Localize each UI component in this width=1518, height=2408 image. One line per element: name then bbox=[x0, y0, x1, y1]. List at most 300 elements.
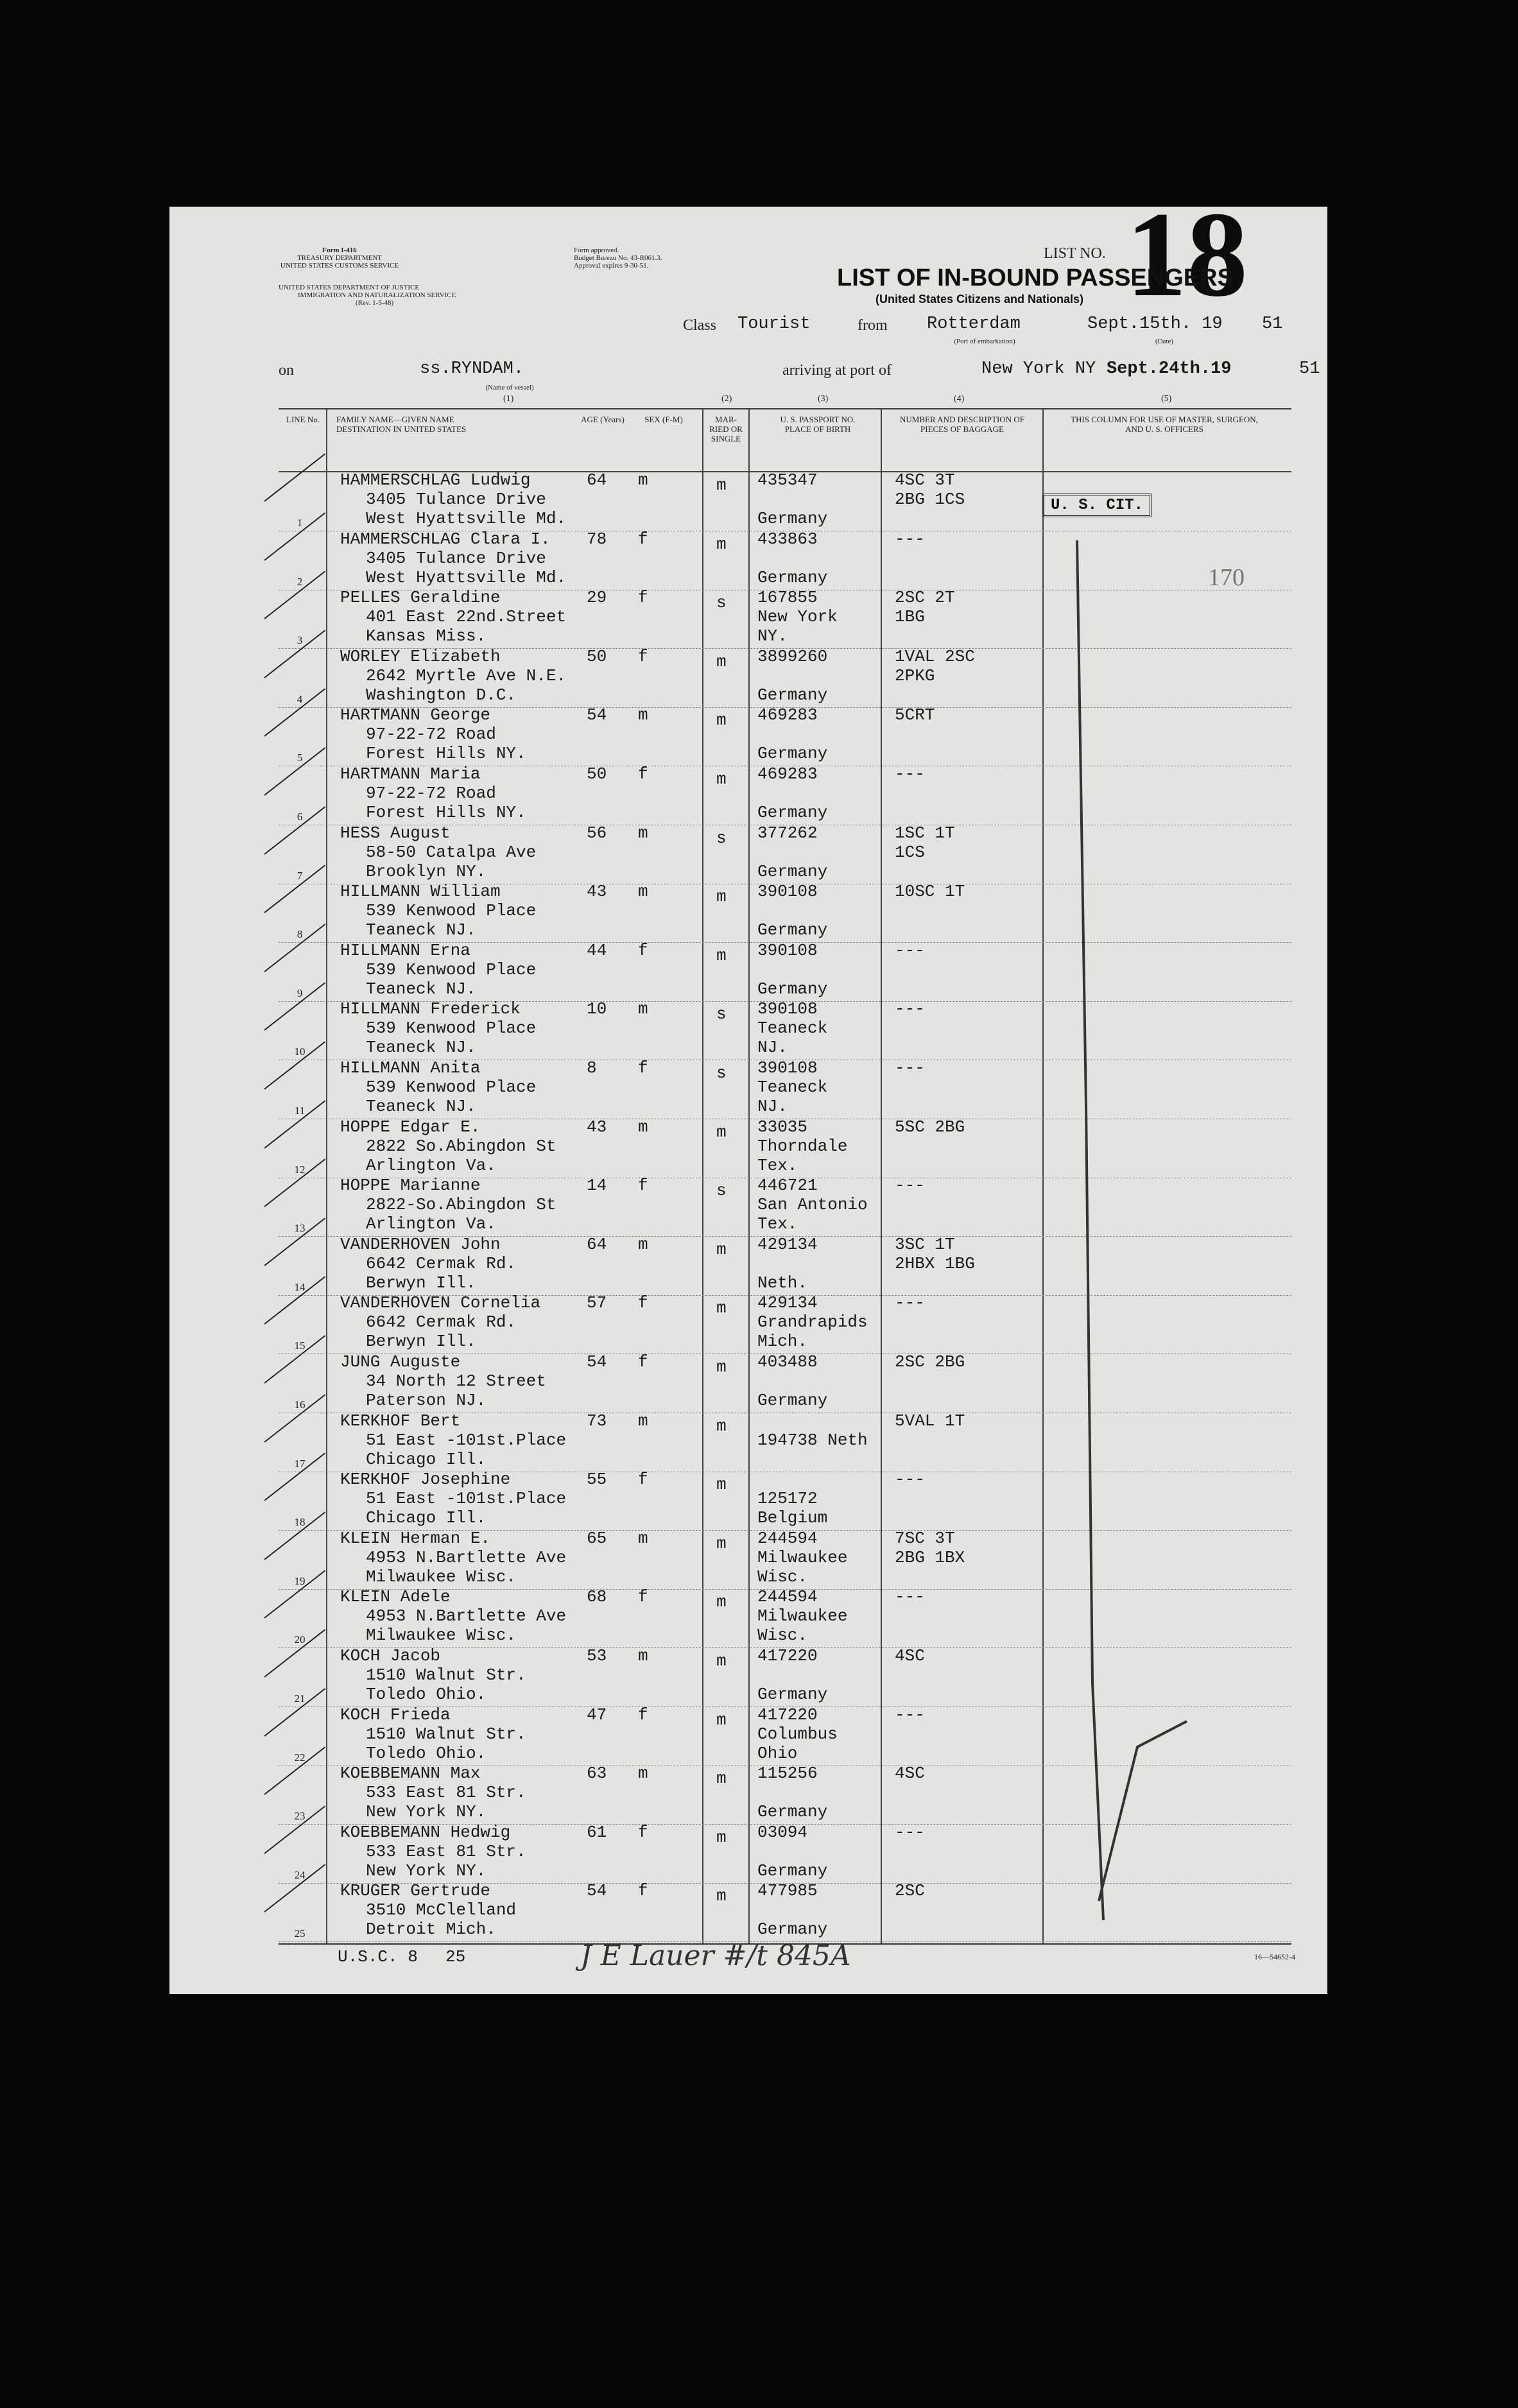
class-value: Tourist bbox=[737, 314, 811, 334]
passenger-age: 44 bbox=[587, 940, 607, 960]
footer-usc: U.S.C. 8 bbox=[338, 1947, 418, 1966]
line-number: 8 bbox=[297, 928, 303, 941]
arriving-label: arriving at port of bbox=[782, 362, 892, 379]
birthplace-line-1: Teaneck bbox=[757, 1019, 828, 1038]
birthplace-line-2: Germany bbox=[757, 685, 828, 705]
address-line-1: 51 East -101st.Place bbox=[366, 1430, 567, 1450]
manifest-subtitle: (United States Citizens and Nationals) bbox=[875, 293, 1084, 305]
table-row bbox=[279, 1648, 1291, 1707]
address-line-1: 4953 N.Bartlette Ave bbox=[366, 1547, 567, 1567]
birthplace-line-1: Columbus bbox=[757, 1724, 838, 1744]
address-line-2: Arlington Va. bbox=[366, 1155, 496, 1175]
passenger-name: VANDERHOVEN John bbox=[340, 1234, 501, 1254]
passport-number: 244594 bbox=[757, 1587, 818, 1607]
line-number: 7 bbox=[297, 869, 303, 882]
passenger-age: 57 bbox=[587, 1293, 607, 1313]
baggage-line-1: 2SC 2T bbox=[895, 588, 955, 608]
baggage-line-1: --- bbox=[895, 1587, 925, 1607]
footer-count: 25 bbox=[445, 1947, 466, 1966]
passport-number: 429134 bbox=[757, 1234, 818, 1254]
depart-year: 51 bbox=[1262, 314, 1283, 334]
table-row bbox=[279, 1883, 1291, 1942]
table-row bbox=[279, 1589, 1291, 1648]
birthplace-line-2: Germany bbox=[757, 1920, 828, 1939]
dept-customs: UNITED STATES CUSTOMS SERVICE bbox=[280, 262, 399, 270]
line-number: 10 bbox=[294, 1045, 306, 1058]
passenger-name: KERKHOF Bert bbox=[340, 1411, 461, 1431]
passenger-age: 53 bbox=[587, 1646, 607, 1665]
dept-immigration: IMMIGRATION AND NATURALIZATION SERVICE bbox=[298, 291, 456, 299]
line-number: 20 bbox=[294, 1633, 306, 1646]
birthplace-line-2: NJ. bbox=[757, 1097, 788, 1116]
port-note: (Port of embarkation) bbox=[954, 338, 1015, 345]
approval-line-2: Budget Bureau No. 43-R061.3. bbox=[574, 254, 662, 262]
line-number: 22 bbox=[294, 1751, 306, 1764]
passport-number: 390108 bbox=[757, 882, 818, 902]
address-line-2: Toledo Ohio. bbox=[366, 1743, 487, 1763]
table-row bbox=[279, 1472, 1291, 1531]
birthplace-line-1: Milwaukee bbox=[757, 1547, 848, 1567]
table-row bbox=[279, 646, 1291, 708]
passenger-sex: f bbox=[638, 646, 648, 666]
table-row bbox=[279, 590, 1291, 649]
col-num-5: (5) bbox=[1161, 394, 1172, 404]
passport-number: 403488 bbox=[757, 1352, 818, 1372]
passenger-age: 50 bbox=[587, 764, 607, 784]
baggage-line-2: 1BG bbox=[895, 607, 925, 627]
from-label: from bbox=[858, 317, 888, 334]
depart-date: Sept.15th. 19 bbox=[1087, 314, 1223, 334]
birthplace-line-1: Milwaukee bbox=[757, 1606, 848, 1626]
col-header-baggage: NUMBER AND DESCRIPTION OF PIECES OF BAGGAGE bbox=[900, 415, 1024, 434]
passenger-age: 78 bbox=[587, 529, 607, 549]
marital-status: s bbox=[716, 1063, 727, 1083]
passenger-name: KERKHOF Josephine bbox=[340, 1470, 511, 1490]
table-row bbox=[279, 707, 1291, 766]
address-line-2: Teaneck NJ. bbox=[366, 920, 476, 940]
passport-number: 417220 bbox=[757, 1705, 818, 1724]
passport-number: 33035 bbox=[757, 1117, 808, 1137]
passenger-name: KLEIN Adele bbox=[340, 1587, 451, 1607]
baggage-line-1: 4SC 3T bbox=[895, 470, 955, 490]
passenger-age: 54 bbox=[587, 1881, 607, 1901]
address-line-1: 58-50 Catalpa Ave bbox=[366, 842, 537, 862]
baggage-line-1: --- bbox=[895, 1470, 925, 1490]
birthplace-line-1: Teaneck bbox=[757, 1078, 828, 1097]
marital-status: m bbox=[716, 1592, 727, 1612]
passenger-sex: f bbox=[638, 1705, 648, 1724]
baggage-line-1: 5SC 2BG bbox=[895, 1117, 965, 1137]
passenger-name: WORLEY Elizabeth bbox=[340, 646, 501, 666]
passenger-sex: f bbox=[638, 1587, 648, 1607]
col-header-sex: SEX (F-M) bbox=[644, 415, 683, 424]
passport-number: 446721 bbox=[757, 1176, 818, 1196]
passenger-age: 61 bbox=[587, 1822, 607, 1842]
passenger-sex: m bbox=[638, 705, 648, 725]
line-number: 9 bbox=[297, 986, 303, 999]
passenger-sex: m bbox=[638, 1764, 648, 1784]
marital-status: m bbox=[716, 1651, 727, 1671]
passenger-sex: f bbox=[638, 940, 648, 960]
marital-status: m bbox=[716, 1886, 727, 1906]
marital-status: m bbox=[716, 1298, 727, 1318]
baggage-line-1: --- bbox=[895, 1176, 925, 1196]
passenger-age: 56 bbox=[587, 823, 607, 843]
table-row bbox=[279, 766, 1291, 825]
passport-number: 469283 bbox=[757, 705, 818, 725]
birthplace-line-2: Germany bbox=[757, 920, 828, 940]
col-header-line: LINE No. bbox=[286, 415, 320, 424]
marital-status: m bbox=[716, 1769, 727, 1789]
address-line-1: 3510 McClelland bbox=[366, 1900, 517, 1920]
baggage-line-1: 7SC 3T bbox=[895, 1528, 955, 1548]
us-citizen-stamp: U. S. CIT. bbox=[1042, 494, 1151, 517]
passenger-sex: f bbox=[638, 588, 648, 608]
address-line-2: Chicago Ill. bbox=[366, 1508, 487, 1528]
passenger-name: JUNG Auguste bbox=[340, 1352, 461, 1372]
address-line-2: New York NY. bbox=[366, 1802, 487, 1822]
baggage-line-1: --- bbox=[895, 1293, 925, 1313]
birthplace-line-2: Germany bbox=[757, 1802, 828, 1822]
passport-number: 03094 bbox=[757, 1822, 808, 1842]
marital-status: s bbox=[716, 828, 727, 848]
passenger-sex: f bbox=[638, 1352, 648, 1372]
marital-status: m bbox=[716, 770, 727, 789]
line-number: 4 bbox=[297, 692, 303, 705]
address-line-2: Milwaukee Wisc. bbox=[366, 1567, 517, 1587]
passport-number: 390108 bbox=[757, 1058, 818, 1078]
birthplace-line-2: NY. bbox=[757, 626, 788, 646]
baggage-line-1: --- bbox=[895, 1822, 925, 1842]
baggage-line-1: 5VAL 1T bbox=[895, 1411, 965, 1431]
baggage-line-2: 2BG 1CS bbox=[895, 490, 965, 509]
arrival-date: Sept.24th.19 bbox=[1107, 359, 1232, 379]
line-number: 25 bbox=[294, 1927, 306, 1940]
birthplace-line-2: NJ. bbox=[757, 1038, 788, 1058]
passenger-sex: f bbox=[638, 1176, 648, 1196]
line-number: 12 bbox=[294, 1163, 306, 1176]
address-line-1: 539 Kenwood Place bbox=[366, 1019, 537, 1038]
address-line-1: 97-22-72 Road bbox=[366, 784, 496, 803]
birthplace-line-1: Thorndale bbox=[757, 1136, 848, 1156]
dept-treasury: TREASURY DEPARTMENT bbox=[297, 254, 383, 262]
passenger-age: 29 bbox=[587, 588, 607, 608]
birthplace-line-2: Wisc. bbox=[757, 1567, 808, 1587]
birthplace-line-2: Germany bbox=[757, 803, 828, 822]
table-row bbox=[279, 1295, 1291, 1354]
baggage-line-1: --- bbox=[895, 999, 925, 1019]
table-row bbox=[279, 1413, 1291, 1472]
address-line-1: 539 Kenwood Place bbox=[366, 959, 537, 979]
passenger-table bbox=[279, 408, 1291, 1945]
address-line-1: 1510 Walnut Str. bbox=[366, 1724, 526, 1744]
address-line-2: Teaneck NJ. bbox=[366, 1038, 476, 1058]
line-number: 14 bbox=[294, 1280, 306, 1293]
passenger-sex: m bbox=[638, 1528, 648, 1548]
col-num-1: (1) bbox=[503, 394, 514, 404]
line-number: 24 bbox=[294, 1868, 306, 1881]
birthplace-line-2: Germany bbox=[757, 1391, 828, 1410]
birthplace-line-2: Mich. bbox=[757, 1332, 808, 1352]
address-line-1: 539 Kenwood Place bbox=[366, 1078, 537, 1097]
address-line-2: Milwaukee Wisc. bbox=[366, 1626, 517, 1646]
birthplace-line-2: Neth. bbox=[757, 1273, 808, 1293]
passenger-name: HOPPE Edgar E. bbox=[340, 1117, 481, 1137]
baggage-line-1: --- bbox=[895, 1705, 925, 1724]
marital-status: m bbox=[716, 887, 727, 907]
baggage-line-1: --- bbox=[895, 529, 925, 549]
passenger-sex: m bbox=[638, 823, 648, 843]
baggage-line-2: 2BG 1BX bbox=[895, 1547, 965, 1567]
vessel-name: ss.RYNDAM. bbox=[420, 359, 524, 379]
passenger-name: PELLES Geraldine bbox=[340, 588, 501, 608]
passenger-age: 43 bbox=[587, 882, 607, 902]
col-header-passport: U. S. PASSPORT NO. PLACE OF BIRTH bbox=[780, 415, 856, 434]
line-number: 13 bbox=[294, 1222, 306, 1235]
passenger-name: HAMMERSCHLAG Ludwig bbox=[340, 470, 531, 490]
passenger-sex: f bbox=[638, 1470, 648, 1490]
baggage-line-2: 1CS bbox=[895, 842, 925, 862]
birthplace-line-2: Germany bbox=[757, 1685, 828, 1704]
passenger-age: 73 bbox=[587, 1411, 607, 1431]
line-number: 5 bbox=[297, 752, 303, 764]
passport-number: 377262 bbox=[757, 823, 818, 843]
passenger-sex: f bbox=[638, 764, 648, 784]
marital-status: m bbox=[716, 651, 727, 671]
marital-status: m bbox=[716, 1533, 727, 1553]
baggage-line-1: 2SC 2BG bbox=[895, 1352, 965, 1372]
passenger-age: 8 bbox=[587, 1058, 597, 1078]
dept-justice: UNITED STATES DEPARTMENT OF JUSTICE bbox=[279, 284, 420, 291]
birthplace-line-2: Germany bbox=[757, 861, 828, 881]
address-line-1: 4953 N.Bartlette Ave bbox=[366, 1606, 567, 1626]
table-row bbox=[279, 1766, 1291, 1825]
marital-status: s bbox=[716, 1181, 727, 1201]
passenger-sex: m bbox=[638, 882, 648, 902]
col-num-2: (2) bbox=[721, 394, 732, 404]
passport-number: 477985 bbox=[757, 1881, 818, 1901]
baggage-line-1: 4SC bbox=[895, 1646, 925, 1665]
address-line-1: 51 East -101st.Place bbox=[366, 1489, 567, 1509]
passenger-age: 14 bbox=[587, 1176, 607, 1196]
passenger-sex: m bbox=[638, 1411, 648, 1431]
col-num-4: (4) bbox=[954, 394, 965, 404]
birthplace-line-1: New York bbox=[757, 607, 838, 627]
table-row bbox=[279, 1119, 1291, 1178]
baggage-line-1: 1VAL 2SC bbox=[895, 646, 975, 666]
line-number: 3 bbox=[297, 634, 303, 647]
address-line-1: 2642 Myrtle Ave N.E. bbox=[366, 666, 567, 685]
passenger-name: KOEBBEMANN Hedwig bbox=[340, 1822, 511, 1842]
marital-status: m bbox=[716, 1357, 727, 1377]
line-number: 17 bbox=[294, 1457, 306, 1470]
address-line-1: 2822-So.Abingdon St bbox=[366, 1195, 556, 1215]
marital-status: m bbox=[716, 1239, 727, 1259]
birthplace-line-1: 194738 Neth bbox=[757, 1430, 868, 1450]
address-line-1: 6642 Cermak Rd. bbox=[366, 1312, 517, 1332]
passenger-age: 63 bbox=[587, 1764, 607, 1784]
address-line-2: Forest Hills NY. bbox=[366, 803, 526, 822]
birthplace-line-2: Wisc. bbox=[757, 1626, 808, 1646]
birthplace-line-2: Ohio bbox=[757, 1743, 798, 1763]
passenger-name: HESS August bbox=[340, 823, 451, 843]
form-revision: (Rev. 1-5-48) bbox=[356, 299, 394, 307]
address-line-2: Arlington Va. bbox=[366, 1214, 496, 1234]
list-no-label: LIST NO. bbox=[1044, 245, 1106, 262]
line-number: 19 bbox=[294, 1574, 306, 1587]
passport-number: 3899260 bbox=[757, 646, 828, 666]
passport-number: 244594 bbox=[757, 1528, 818, 1548]
address-line-2: Kansas Miss. bbox=[366, 626, 487, 646]
birthplace-line-2: Belgium bbox=[757, 1508, 828, 1528]
table-row bbox=[279, 1822, 1291, 1884]
address-line-1: 2822 So.Abingdon St bbox=[366, 1136, 556, 1156]
passenger-sex: m bbox=[638, 1234, 648, 1254]
passenger-name: VANDERHOVEN Cornelia bbox=[340, 1293, 541, 1313]
passenger-rows bbox=[279, 472, 1291, 1943]
passenger-sex: m bbox=[638, 1117, 648, 1137]
col-header-name: FAMILY NAME—GIVEN NAME DESTINATION IN UNITED STATES bbox=[336, 415, 467, 434]
passenger-name: KOCH Frieda bbox=[340, 1705, 451, 1724]
address-line-2: Berwyn Ill. bbox=[366, 1332, 476, 1352]
passenger-age: 64 bbox=[587, 1234, 607, 1254]
address-line-1: 1510 Walnut Str. bbox=[366, 1665, 526, 1685]
line-number: 21 bbox=[294, 1692, 306, 1705]
passenger-sex: f bbox=[638, 1293, 648, 1313]
passenger-age: 65 bbox=[587, 1528, 607, 1548]
passenger-age: 64 bbox=[587, 470, 607, 490]
birthplace-line-2: Germany bbox=[757, 567, 828, 587]
address-line-2: Chicago Ill. bbox=[366, 1449, 487, 1469]
col-header-officers: THIS COLUMN FOR USE OF MASTER, SURGEON, AND U. S. OFFICERS bbox=[1071, 415, 1258, 434]
baggage-line-1: 10SC 1T bbox=[895, 882, 965, 902]
baggage-line-1: 4SC bbox=[895, 1764, 925, 1784]
passenger-sex: f bbox=[638, 529, 648, 549]
address-line-1: 34 North 12 Street bbox=[366, 1372, 546, 1391]
address-line-1: 533 East 81 Str. bbox=[366, 1841, 526, 1861]
marital-status: m bbox=[716, 945, 727, 965]
form-header-left bbox=[259, 246, 420, 270]
birthplace-line-2: Tex. bbox=[757, 1214, 798, 1234]
marital-status: m bbox=[716, 1710, 727, 1730]
table-row bbox=[279, 531, 1291, 590]
marital-status: s bbox=[716, 593, 727, 613]
address-line-2: Paterson NJ. bbox=[366, 1391, 487, 1410]
passport-number: 390108 bbox=[757, 999, 818, 1019]
marital-status: s bbox=[716, 1004, 727, 1024]
line-number: 6 bbox=[297, 811, 303, 823]
address-line-1: 3405 Tulance Drive bbox=[366, 490, 546, 509]
on-label: on bbox=[279, 362, 294, 379]
passenger-name: HILLMANN William bbox=[340, 882, 501, 902]
form-number: Form I-416 bbox=[322, 246, 357, 254]
line-number: 23 bbox=[294, 1810, 306, 1823]
approval-note bbox=[574, 246, 741, 270]
passenger-sex: f bbox=[638, 1822, 648, 1842]
address-line-1: 97-22-72 Road bbox=[366, 725, 496, 744]
line-number: 1 bbox=[297, 517, 303, 529]
address-line-2: Toledo Ohio. bbox=[366, 1685, 487, 1704]
address-line-1: 6642 Cermak Rd. bbox=[366, 1253, 517, 1273]
baggage-line-1: --- bbox=[895, 764, 925, 784]
arrival-year: 51 bbox=[1299, 359, 1320, 379]
marital-status: m bbox=[716, 1122, 727, 1142]
line-number: 2 bbox=[297, 575, 303, 588]
passenger-name: HOPPE Marianne bbox=[340, 1176, 481, 1196]
line-number: 15 bbox=[294, 1339, 306, 1352]
passenger-age: 50 bbox=[587, 646, 607, 666]
marital-status: m bbox=[716, 476, 727, 495]
col-header-married: MAR- RIED OR SINGLE bbox=[709, 415, 743, 443]
list-number: 18 bbox=[1126, 207, 1248, 322]
birthplace-line-1: 125172 bbox=[757, 1489, 818, 1509]
table-row bbox=[279, 1528, 1291, 1590]
passport-number: 435347 bbox=[757, 470, 818, 490]
passenger-age: 54 bbox=[587, 1352, 607, 1372]
address-line-2: Teaneck NJ. bbox=[366, 979, 476, 999]
passenger-name: HILLMANN Frederick bbox=[340, 999, 521, 1019]
footer-print-code: 16—54652-4 bbox=[1254, 1952, 1295, 1961]
table-row bbox=[279, 1060, 1291, 1119]
line-number: 18 bbox=[294, 1516, 306, 1529]
birthplace-line-2: Tex. bbox=[757, 1155, 798, 1175]
col-num-3: (3) bbox=[818, 394, 829, 404]
footer-signature: J E Lauer #/t 845A bbox=[580, 1939, 851, 1972]
manifest-page bbox=[169, 207, 1327, 1994]
address-line-2: Forest Hills NY. bbox=[366, 744, 526, 764]
passenger-age: 68 bbox=[587, 1587, 607, 1607]
marital-status: m bbox=[716, 534, 727, 554]
table-row bbox=[279, 1354, 1291, 1413]
address-line-2: Brooklyn NY. bbox=[366, 861, 487, 881]
baggage-line-1: --- bbox=[895, 1058, 925, 1078]
passport-number: 433863 bbox=[757, 529, 818, 549]
passenger-sex: f bbox=[638, 1881, 648, 1901]
address-line-2: Teaneck NJ. bbox=[366, 1097, 476, 1116]
birthplace-line-2: Germany bbox=[757, 509, 828, 528]
passport-number: 167855 bbox=[757, 588, 818, 608]
address-line-2: Berwyn Ill. bbox=[366, 1273, 476, 1293]
address-line-1: 539 Kenwood Place bbox=[366, 901, 537, 921]
address-line-1: 533 East 81 Str. bbox=[366, 1783, 526, 1803]
margin-note: 170 bbox=[1208, 564, 1245, 591]
passport-number: 469283 bbox=[757, 764, 818, 784]
table-row bbox=[279, 1234, 1291, 1296]
table-row bbox=[279, 1001, 1291, 1060]
address-line-2: Washington D.C. bbox=[366, 685, 517, 705]
passenger-sex: f bbox=[638, 1058, 648, 1078]
birthplace-line-1: Grandrapids bbox=[757, 1312, 868, 1332]
table-row bbox=[279, 940, 1291, 1002]
line-number: 16 bbox=[294, 1398, 306, 1411]
table-row bbox=[279, 1707, 1291, 1766]
line-number: 11 bbox=[294, 1105, 306, 1117]
passenger-name: HAMMERSCHLAG Clara I. bbox=[340, 529, 551, 549]
baggage-line-1: 3SC 1T bbox=[895, 1234, 955, 1254]
passport-number: 390108 bbox=[757, 940, 818, 960]
approval-line-3: Approval expires 9-30-51. bbox=[574, 262, 649, 270]
from-value: Rotterdam bbox=[927, 314, 1021, 334]
passenger-name: KOCH Jacob bbox=[340, 1646, 441, 1665]
marital-status: m bbox=[716, 710, 727, 730]
passenger-age: 10 bbox=[587, 999, 607, 1019]
col-header-age: AGE (Years) bbox=[581, 415, 625, 424]
passenger-name: HARTMANN George bbox=[340, 705, 491, 725]
check-tick-mark bbox=[264, 453, 325, 501]
marital-status: m bbox=[716, 1827, 727, 1847]
passenger-name: KLEIN Herman E. bbox=[340, 1528, 491, 1548]
birthplace-line-2: Germany bbox=[757, 979, 828, 999]
